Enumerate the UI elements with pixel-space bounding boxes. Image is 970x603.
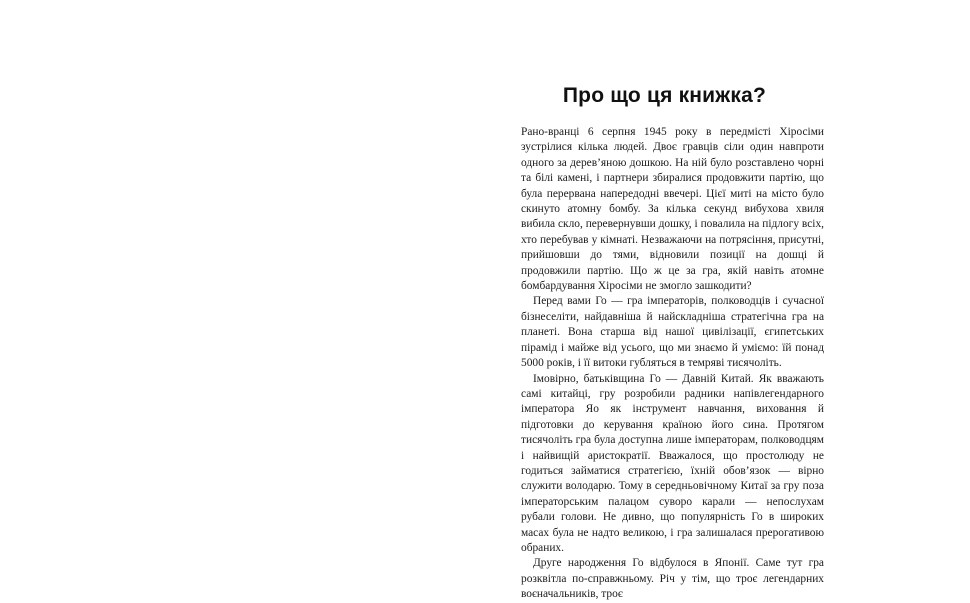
paragraph-3: Імовірно, батьківщина Го — Давній Китай. Як вважають самі китайці, гру розробили радники напівлегендарного імператора Яо як інструмент навчання, виховання й підготовки до керування країною його сина. Протягом тисячоліть гра була доступна лише імператорам, полководцям і найвищій аристократії. Вважалося, що простолюду не годиться займатися стратегією, їхній обов’язок — вірно служити володарю. Тому в середньовічному Китаї за гру поза імператорським палацом суворо карали — непослухам рубали голови. Не дивно, що популярність Го в широких масах була не надто великою, і гра залишалася прерогативою обраних. xyxy=(521,372,824,554)
chapter-heading: Про що ця книжка? xyxy=(562,84,766,107)
paragraph-1: Рано-вранці 6 серпня 1945 року в передмісті Хіросіми зустрілися кілька людей. Двоє гравців сіли один навпроти одного за дерев’яною дошкою. На ній було розставлено чорні та білі камені, і партнери збиралися продовжити партію, що була перервана напередодні ввечері. Цієї миті на місто було скинуто атомну бомбу. За кілька секунд вибухова хвиля вибила скло, перевернувши дошку, і повалила на підлогу всіх, хто перебував у кімнаті. Незважаючи на потрясіння, присутні, прийшовши до тями, відновили позиції на дошці й продовжили партію. Що ж це за гра, якій навіть атомне бомбардування Хіросіми не змогло зашкодити? xyxy=(521,126,824,293)
body-text xyxy=(521,125,824,603)
paragraph-2: Перед вами Го — гра імператорів, полководців і сучасної бізнеселіти, найдавніша й найскладніша стратегічна гра на планеті. Вона старша від нашої цивілізації, єгипетських пірамід і майже від усього, що ми знаємо й уміємо: їй понад 5000 років, і її витоки губляться в темряві тисячоліть. xyxy=(521,295,824,370)
paragraph-4: Друге народження Го відбулося в Японії. Саме тут гра розквітла по-справжньому. Річ у тім, що троє легендарних воєначальників, троє xyxy=(521,557,824,601)
